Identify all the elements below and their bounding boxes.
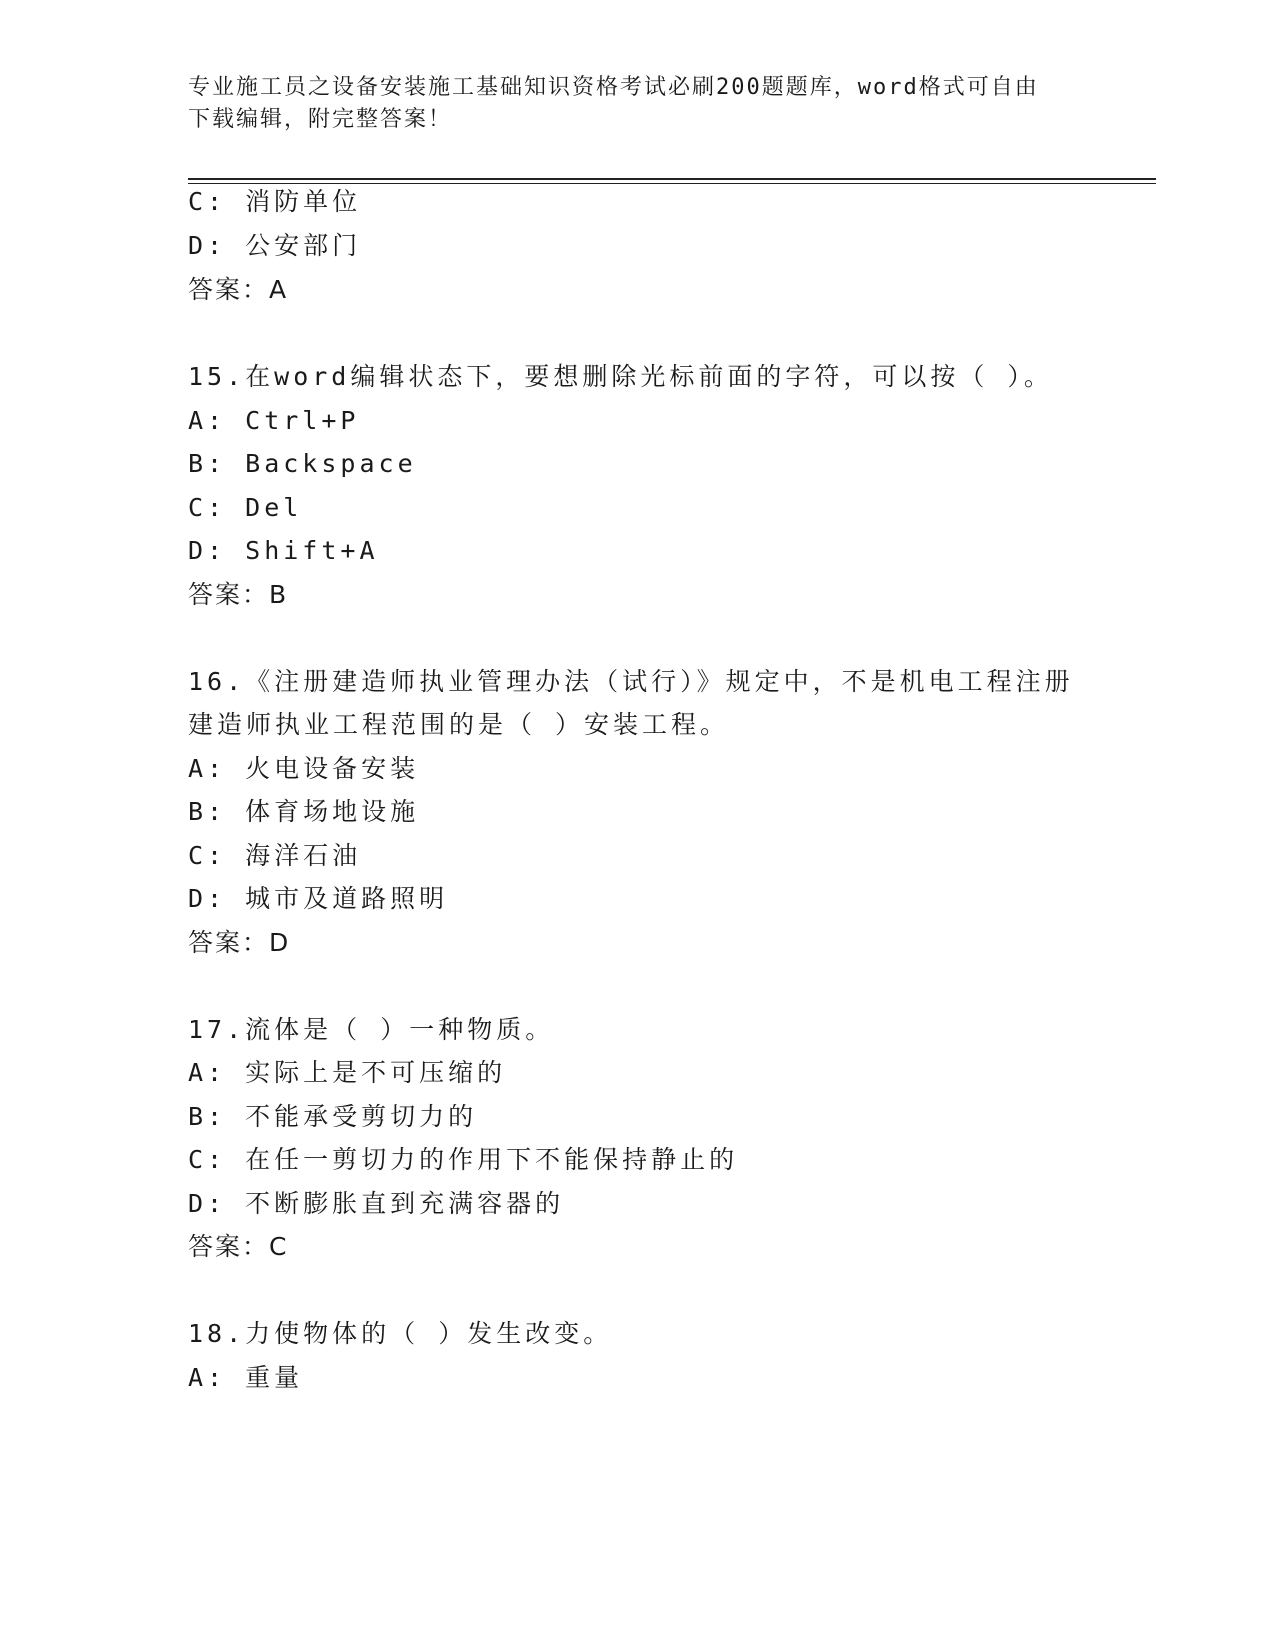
q16-option-d: D: 城市及道路照明 xyxy=(188,884,449,913)
q16-answer: 答案：D xyxy=(188,928,291,957)
q17-option-c: C: 在任一剪切力的作用下不能保持静止的 xyxy=(188,1145,739,1174)
q17-answer: 答案：C xyxy=(188,1232,289,1261)
q17-option-d: D: 不断膨胀直到充满容器的 xyxy=(188,1189,565,1218)
page-header xyxy=(188,72,1088,136)
header-divider-thin xyxy=(188,183,1156,184)
q16-option-a: A: 火电设备安装 xyxy=(188,754,420,783)
prev-answer: 答案：A xyxy=(188,275,289,304)
q18-option-a: A: 重量 xyxy=(188,1363,304,1392)
header-line-2: 下载编辑，附完整答案！ xyxy=(188,107,453,132)
q16-stem-line-2: 建造师执业工程范围的是（ ）安装工程。 xyxy=(188,710,730,739)
q15-option-a: A: Ctrl+P xyxy=(188,406,360,435)
q15-option-c: C: Del xyxy=(188,493,303,522)
prev-option-d: D: 公安部门 xyxy=(188,231,362,260)
prev-option-c: C: 消防单位 xyxy=(188,187,362,216)
q16-option-b: B: 体育场地设施 xyxy=(188,797,420,826)
q16-option-c: C: 海洋石油 xyxy=(188,841,362,870)
header-line-1: 专业施工员之设备安装施工基础知识资格考试必刷200题题库，word格式可自由 xyxy=(188,75,1039,100)
q17-option-a: A: 实际上是不可压缩的 xyxy=(188,1058,507,1087)
q15-answer: 答案：B xyxy=(188,580,289,609)
q15-stem: 15.在word编辑状态下，要想删除光标前面的字符，可以按（ ）。 xyxy=(188,362,1053,391)
q17-stem: 17.流体是（ ）一种物质。 xyxy=(188,1015,555,1044)
q15-option-d: D: Shift+A xyxy=(188,536,379,565)
header-divider-thick xyxy=(188,178,1156,180)
q18-stem: 18.力使物体的（ ）发生改变。 xyxy=(188,1319,613,1348)
q16-stem-line-1: 16.《注册建造师执业管理办法（试行）》规定中，不是机电工程注册 xyxy=(188,667,1074,696)
q17-option-b: B: 不能承受剪切力的 xyxy=(188,1102,478,1131)
q15-option-b: B: Backspace xyxy=(188,449,417,478)
